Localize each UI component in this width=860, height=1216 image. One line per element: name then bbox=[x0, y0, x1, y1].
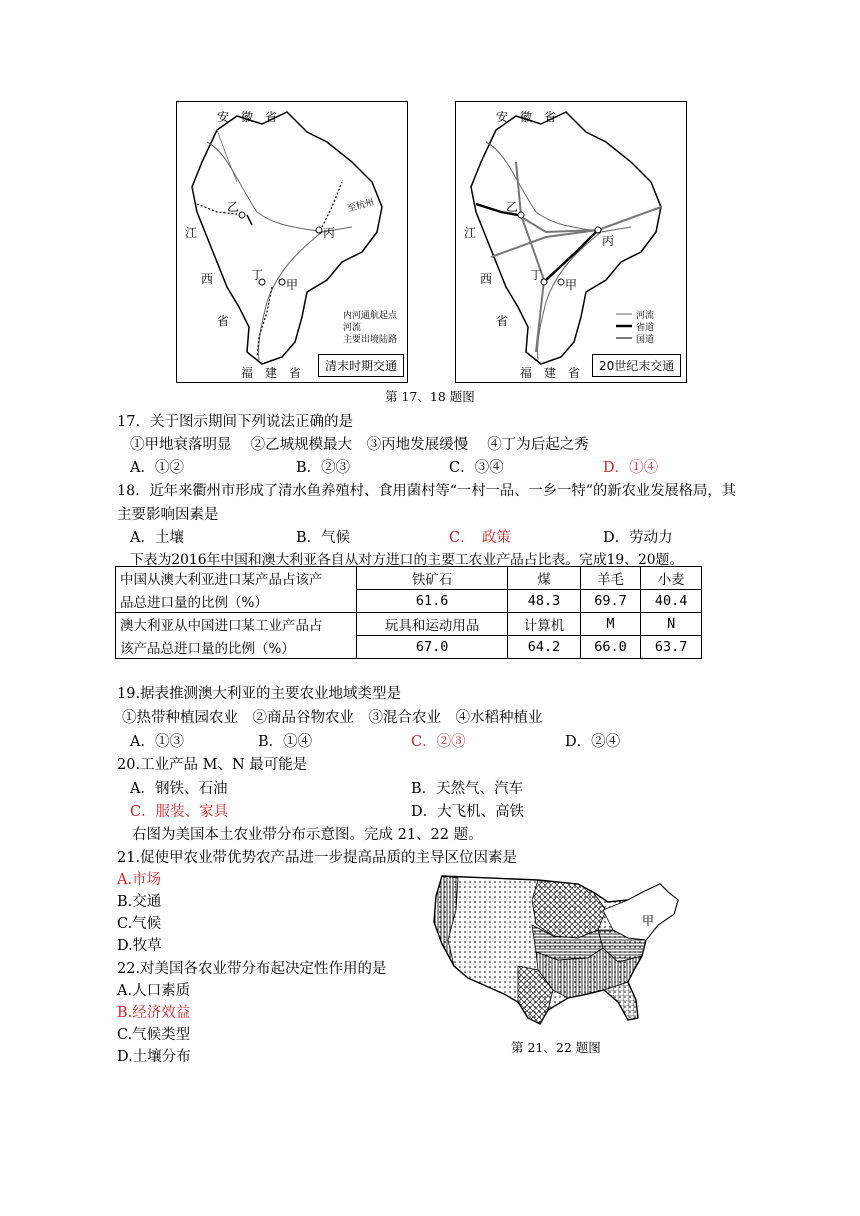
us-map-caption: 第 21、22 题图 bbox=[511, 1040, 601, 1055]
row1-head-2: 煤 bbox=[508, 567, 580, 590]
maps-caption: 第 17、18 题图 bbox=[385, 389, 475, 404]
row2-head-3: M bbox=[580, 613, 641, 636]
q22-stem: 22.对美国各农业带分布起决定性作用的是 bbox=[117, 961, 387, 977]
q20-option-c-answer: C．服装、家具 bbox=[130, 804, 229, 820]
row1-head-1: 铁矿石 bbox=[357, 567, 508, 590]
map-qing-place-yi: 乙 bbox=[227, 200, 240, 214]
row1-label-line2: 品总进口量的比例（%） bbox=[116, 590, 357, 613]
map-20c-place-jia: 甲 bbox=[565, 278, 578, 292]
row1-head-3: 羊毛 bbox=[580, 567, 641, 590]
map-qing-legend-3: 主要出境陆路 bbox=[343, 335, 398, 345]
q22-option-d: D.土壤分布 bbox=[117, 1049, 191, 1065]
q18-stem-line1: 18．近年来衢州市形成了清水鱼养殖村、食用菌村等“一村一品、一乡一特”的新农业发展格局，其 bbox=[117, 483, 736, 499]
q20-option-b: B．天然气、汽车 bbox=[411, 781, 524, 797]
map-qing-title: 清末时期交通 bbox=[318, 354, 404, 377]
q17-stem: 17．关于图示期间下列说法正确的是 bbox=[117, 414, 353, 430]
row1-value-3: 69.7 bbox=[580, 590, 641, 613]
q21-option-a-answer: A.市场 bbox=[117, 872, 162, 888]
row2-value-1: 67.0 bbox=[357, 636, 508, 659]
map-qing-province-west-1: 江 bbox=[185, 226, 198, 240]
map-20c-place-yi: 乙 bbox=[506, 200, 519, 214]
map-20c-place-ding: 丁 bbox=[530, 268, 543, 282]
q20-option-d: D．大飞机、高铁 bbox=[411, 804, 525, 820]
q19-option-c-answer: C．②③ bbox=[411, 734, 466, 750]
us-agricultural-belts-map bbox=[428, 870, 690, 1030]
map-20c-legend-1: 河流 bbox=[636, 311, 655, 321]
row2-label-line1: 澳大利亚从中国进口某工业产品占 bbox=[116, 613, 357, 636]
row2-value-3: 66.0 bbox=[580, 636, 641, 659]
map-20c-province-south: 福 建 省 bbox=[520, 366, 581, 380]
map-qing-dynasty-transport bbox=[176, 101, 408, 383]
q17-option-d-answer: D．①④ bbox=[603, 460, 659, 476]
map-qing-place-ding: 丁 bbox=[251, 268, 264, 282]
row1-value-1: 61.6 bbox=[357, 590, 508, 613]
row1-value-2: 48.3 bbox=[508, 590, 580, 613]
table-intro: 下表为2016年中国和澳大利亚各自从对方进口的主要工农业产品占比表。完成19、20题。 bbox=[130, 552, 684, 568]
q18-option-b: B．气候 bbox=[296, 530, 351, 546]
q21-option-c: C.气候 bbox=[117, 916, 162, 932]
q20-stem: 20.工业产品 M、N 最可能是 bbox=[117, 757, 308, 773]
q20-option-a: A．钢铁、石油 bbox=[130, 781, 228, 797]
q19-stem: 19.据表推测澳大利亚的主要农业地域类型是 bbox=[117, 686, 402, 702]
row1-value-4: 40.4 bbox=[641, 590, 702, 613]
q19-option-a: A．①③ bbox=[130, 734, 184, 750]
map-qing-route-label: 至杭州 bbox=[346, 197, 376, 215]
map-qing-legend-1: 内河通航起点 bbox=[343, 311, 398, 321]
map-qing-province-north: 安 徽 省 bbox=[217, 110, 278, 124]
map-qing-place-jia: 甲 bbox=[286, 278, 299, 292]
map-qing-legend-2: 河流 bbox=[343, 323, 362, 333]
q18-option-a: A．土壤 bbox=[130, 530, 184, 546]
map-20c-province-west-1: 江 bbox=[464, 226, 477, 240]
q17-option-b: B．②③ bbox=[296, 460, 351, 476]
q21-option-b: B.交通 bbox=[117, 894, 162, 910]
map-qing-province-west-2: 西 bbox=[201, 272, 214, 286]
q17-option-a: A．①② bbox=[130, 460, 184, 476]
map-late-20th-century-transport bbox=[455, 101, 687, 383]
row2-head-2: 计算机 bbox=[508, 613, 580, 636]
us-map-label-jia: 甲 bbox=[642, 914, 655, 928]
map-20c-title: 20世纪末交通 bbox=[592, 354, 681, 377]
q18-option-c-answer: C． 政策 bbox=[449, 530, 511, 546]
q19-option-b: B．①④ bbox=[258, 734, 313, 750]
map-20c-legend-2: 省道 bbox=[636, 323, 655, 333]
table-row bbox=[116, 636, 702, 659]
map-qing-place-bing: 丙 bbox=[323, 226, 336, 240]
table-row bbox=[116, 613, 702, 636]
q22-option-c: C.气候类型 bbox=[117, 1027, 191, 1043]
map-20c-province-west-2: 西 bbox=[480, 272, 493, 286]
row2-head-4: N bbox=[641, 613, 702, 636]
us-intro: 右图为美国本土农业带分布示意图。完成 21、22 题。 bbox=[132, 827, 483, 843]
trade-table bbox=[115, 566, 702, 659]
q19-items: ①热带种植园农业 ②商品谷物农业 ③混合农业 ④水稻种植业 bbox=[122, 710, 543, 726]
q17-items: ①甲地衰落明显 ②乙城规模最大 ③丙地发展缓慢 ④丁为后起之秀 bbox=[130, 437, 589, 453]
map-20c-legend-3: 国道 bbox=[636, 335, 655, 345]
row2-head-1: 玩具和运动用品 bbox=[357, 613, 508, 636]
row2-label-line2: 该产品总进口量的比例（%） bbox=[116, 636, 357, 659]
q19-option-d: D．②④ bbox=[565, 734, 621, 750]
table-row bbox=[116, 567, 702, 590]
map-qing-province-west-3: 省 bbox=[217, 314, 230, 328]
map-20c-province-west-3: 省 bbox=[496, 314, 509, 328]
map-20c-province-north: 安 徽 省 bbox=[496, 110, 557, 124]
q18-option-d: D．劳动力 bbox=[603, 530, 673, 546]
map-qing-province-south: 福 建 省 bbox=[241, 366, 302, 380]
row2-value-2: 64.2 bbox=[508, 636, 580, 659]
q22-option-a: A.人口素质 bbox=[117, 983, 191, 999]
row1-label-line1: 中国从澳大利亚进口某产品占该产 bbox=[116, 567, 357, 590]
map-20c-place-bing: 丙 bbox=[602, 234, 615, 248]
q21-option-d: D.牧草 bbox=[117, 938, 162, 954]
q17-option-c: C．③④ bbox=[449, 460, 504, 476]
table-row bbox=[116, 590, 702, 613]
row1-head-4: 小麦 bbox=[641, 567, 702, 590]
q18-stem-line2: 主要影响因素是 bbox=[117, 507, 219, 523]
us-map-drawing bbox=[428, 870, 690, 1030]
q21-stem: 21.促使甲农业带优势农产品进一步提高品质的主导区位因素是 bbox=[117, 850, 518, 866]
row2-value-4: 63.7 bbox=[641, 636, 702, 659]
q22-option-b-answer: B.经济效益 bbox=[117, 1005, 191, 1021]
